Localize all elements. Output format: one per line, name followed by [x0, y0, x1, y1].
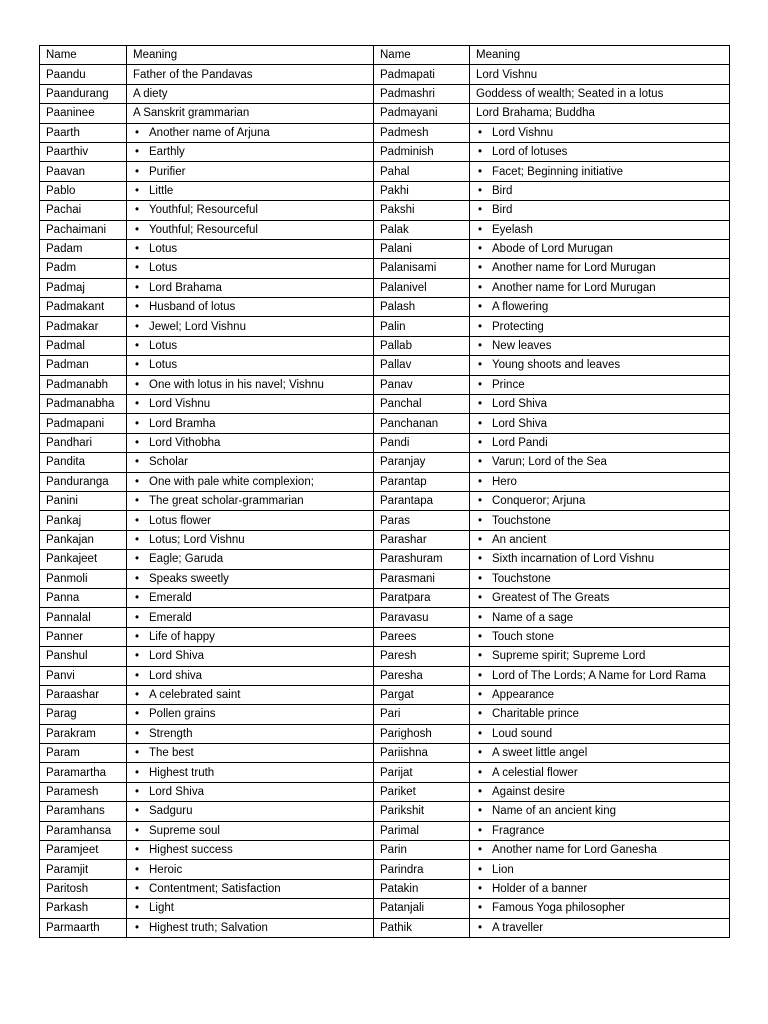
table-row: [40, 414, 730, 433]
right-meaning-cell: • Greatest of The Greats: [470, 588, 730, 607]
right-meaning-cell: • Protecting: [470, 317, 730, 336]
right-meaning-cell: • Lord Shiva: [470, 395, 730, 414]
table-row: [40, 530, 730, 549]
table-row: [40, 317, 730, 336]
left-name-cell: Pankaj: [40, 511, 127, 530]
table-row: [40, 278, 730, 297]
left-name-cell: Paarth: [40, 123, 127, 142]
right-meaning-cell: • Varun; Lord of the Sea: [470, 453, 730, 472]
left-meaning-cell: • Youthful; Resourceful: [127, 201, 374, 220]
left-name-cell: Panvi: [40, 666, 127, 685]
right-meaning-cell: • Lion: [470, 860, 730, 879]
table-row: [40, 899, 730, 918]
left-name-cell: Parkash: [40, 899, 127, 918]
left-meaning-cell: • Purifier: [127, 162, 374, 181]
left-name-cell: Paramhansa: [40, 821, 127, 840]
left-meaning-cell: • Jewel; Lord Vishnu: [127, 317, 374, 336]
left-name-cell: Padmanabh: [40, 375, 127, 394]
left-name-cell: Paraashar: [40, 685, 127, 704]
left-name-cell: Paaninee: [40, 104, 127, 123]
table-row: [40, 104, 730, 123]
left-name-cell: Padmakar: [40, 317, 127, 336]
left-meaning-cell: • Lotus; Lord Vishnu: [127, 530, 374, 549]
right-meaning-cell: • New leaves: [470, 336, 730, 355]
left-name-cell: Panner: [40, 627, 127, 646]
right-name-cell: Pari: [374, 705, 470, 724]
right-name-cell: Panav: [374, 375, 470, 394]
left-name-cell: Paramhans: [40, 802, 127, 821]
right-name-cell: Palani: [374, 239, 470, 258]
right-meaning-cell: • Supreme spirit; Supreme Lord: [470, 647, 730, 666]
table-row: [40, 569, 730, 588]
table-row: [40, 201, 730, 220]
left-meaning-cell: • Scholar: [127, 453, 374, 472]
table-row: [40, 395, 730, 414]
left-meaning-cell: A diety: [127, 84, 374, 103]
table-row: [40, 162, 730, 181]
table-row: [40, 608, 730, 627]
left-meaning-cell: • The best: [127, 744, 374, 763]
right-name-cell: Palanivel: [374, 278, 470, 297]
left-name-cell: Padam: [40, 239, 127, 258]
right-name-cell: Padmashri: [374, 84, 470, 103]
table-row: [40, 220, 730, 239]
left-name-cell: Paritosh: [40, 879, 127, 898]
left-meaning-cell: • Life of happy: [127, 627, 374, 646]
right-name-cell: Panchal: [374, 395, 470, 414]
table-row: [40, 375, 730, 394]
left-meaning-cell: • One with pale white complexion;: [127, 472, 374, 491]
right-meaning-cell: • Name of a sage: [470, 608, 730, 627]
right-name-cell: Paravasu: [374, 608, 470, 627]
table-row: [40, 705, 730, 724]
table-row: [40, 627, 730, 646]
table-row: [40, 511, 730, 530]
right-name-cell: Padmayani: [374, 104, 470, 123]
header-meaning-left: Meaning: [127, 46, 374, 65]
right-meaning-cell: • Lord of lotuses: [470, 142, 730, 161]
left-name-cell: Panna: [40, 588, 127, 607]
table-row: [40, 356, 730, 375]
right-meaning-cell: • Holder of a banner: [470, 879, 730, 898]
left-name-cell: Paramesh: [40, 782, 127, 801]
left-meaning-cell: • Youthful; Resourceful: [127, 220, 374, 239]
left-meaning-cell: • The great scholar-grammarian: [127, 491, 374, 510]
left-meaning-cell: • Sadguru: [127, 802, 374, 821]
names-table: [39, 45, 730, 938]
right-meaning-cell: • Another name for Lord Murugan: [470, 259, 730, 278]
table-row: [40, 142, 730, 161]
left-meaning-cell: • Pollen grains: [127, 705, 374, 724]
right-name-cell: Pallav: [374, 356, 470, 375]
left-name-cell: Padmal: [40, 336, 127, 355]
table-row: [40, 123, 730, 142]
left-meaning-cell: • Lotus: [127, 259, 374, 278]
right-meaning-cell: • Sixth incarnation of Lord Vishnu: [470, 550, 730, 569]
right-name-cell: Pariishna: [374, 744, 470, 763]
right-meaning-cell: • A sweet little angel: [470, 744, 730, 763]
right-meaning-cell: • An ancient: [470, 530, 730, 549]
right-name-cell: Paresh: [374, 647, 470, 666]
left-meaning-cell: A Sanskrit grammarian: [127, 104, 374, 123]
left-name-cell: Paramjeet: [40, 841, 127, 860]
left-meaning-cell: • Contentment; Satisfaction: [127, 879, 374, 898]
right-name-cell: Parashuram: [374, 550, 470, 569]
left-meaning-cell: • Strength: [127, 724, 374, 743]
header-meaning-right: Meaning: [470, 46, 730, 65]
table-row: [40, 763, 730, 782]
right-name-cell: Pandi: [374, 433, 470, 452]
left-meaning-cell: • Lord Vishnu: [127, 395, 374, 414]
table-row: [40, 84, 730, 103]
right-name-cell: Palak: [374, 220, 470, 239]
table-row: [40, 433, 730, 452]
right-meaning-cell: • Facet; Beginning initiative: [470, 162, 730, 181]
right-meaning-cell: • Lord of The Lords; A Name for Lord Rama: [470, 666, 730, 685]
right-meaning-cell: • A flowering: [470, 298, 730, 317]
left-name-cell: Paarthiv: [40, 142, 127, 161]
left-name-cell: Paramjit: [40, 860, 127, 879]
left-meaning-cell: • Lotus: [127, 336, 374, 355]
right-name-cell: Padmapati: [374, 65, 470, 84]
left-name-cell: Padmapani: [40, 414, 127, 433]
right-name-cell: Paras: [374, 511, 470, 530]
table-row: [40, 666, 730, 685]
right-meaning-cell: • Prince: [470, 375, 730, 394]
right-meaning-cell: • Bird: [470, 201, 730, 220]
left-name-cell: Param: [40, 744, 127, 763]
left-meaning-cell: • Husband of lotus: [127, 298, 374, 317]
right-meaning-cell: • Touchstone: [470, 569, 730, 588]
left-name-cell: Pachaimani: [40, 220, 127, 239]
right-meaning-cell: • Lord Pandi: [470, 433, 730, 452]
left-name-cell: Panshul: [40, 647, 127, 666]
right-meaning-cell: • Touchstone: [470, 511, 730, 530]
left-meaning-cell: • Lord shiva: [127, 666, 374, 685]
right-meaning-cell: • Against desire: [470, 782, 730, 801]
left-name-cell: Paandurang: [40, 84, 127, 103]
right-name-cell: Parighosh: [374, 724, 470, 743]
right-meaning-cell: Lord Brahama; Buddha: [470, 104, 730, 123]
left-meaning-cell: • A celebrated saint: [127, 685, 374, 704]
left-name-cell: Pandita: [40, 453, 127, 472]
left-meaning-cell: • Another name of Arjuna: [127, 123, 374, 142]
right-name-cell: Patanjali: [374, 899, 470, 918]
right-name-cell: Pallab: [374, 336, 470, 355]
right-name-cell: Palanisami: [374, 259, 470, 278]
left-name-cell: Pankajeet: [40, 550, 127, 569]
right-meaning-cell: • Charitable prince: [470, 705, 730, 724]
table-row: [40, 453, 730, 472]
right-meaning-cell: Lord Vishnu: [470, 65, 730, 84]
right-name-cell: Padminish: [374, 142, 470, 161]
right-meaning-cell: • Touch stone: [470, 627, 730, 646]
left-meaning-cell: • Highest truth; Salvation: [127, 918, 374, 937]
table-row: [40, 647, 730, 666]
left-name-cell: Pandhari: [40, 433, 127, 452]
right-meaning-cell: • Another name for Lord Murugan: [470, 278, 730, 297]
right-name-cell: Parees: [374, 627, 470, 646]
right-meaning-cell: • Name of an ancient king: [470, 802, 730, 821]
left-name-cell: Panini: [40, 491, 127, 510]
right-meaning-cell: • Lord Vishnu: [470, 123, 730, 142]
table-row: [40, 724, 730, 743]
right-name-cell: Pahal: [374, 162, 470, 181]
right-name-cell: Parantap: [374, 472, 470, 491]
left-meaning-cell: • Heroic: [127, 860, 374, 879]
left-meaning-cell: Father of the Pandavas: [127, 65, 374, 84]
table-row: [40, 181, 730, 200]
left-name-cell: Padm: [40, 259, 127, 278]
left-meaning-cell: • Supreme soul: [127, 821, 374, 840]
table-row: [40, 744, 730, 763]
left-meaning-cell: • Earthly: [127, 142, 374, 161]
right-name-cell: Paresha: [374, 666, 470, 685]
right-meaning-cell: • Hero: [470, 472, 730, 491]
right-name-cell: Parindra: [374, 860, 470, 879]
table-body: [40, 65, 730, 938]
table-row: [40, 65, 730, 84]
left-name-cell: Parakram: [40, 724, 127, 743]
right-name-cell: Panchanan: [374, 414, 470, 433]
table-row: [40, 821, 730, 840]
right-name-cell: Parasmani: [374, 569, 470, 588]
left-meaning-cell: • Light: [127, 899, 374, 918]
header-name-right: Name: [374, 46, 470, 65]
right-meaning-cell: • Another name for Lord Ganesha: [470, 841, 730, 860]
right-name-cell: Palin: [374, 317, 470, 336]
left-meaning-cell: • Emerald: [127, 608, 374, 627]
table-row: [40, 685, 730, 704]
table-row: [40, 802, 730, 821]
left-meaning-cell: • Highest truth: [127, 763, 374, 782]
left-name-cell: Panduranga: [40, 472, 127, 491]
right-meaning-cell: • Young shoots and leaves: [470, 356, 730, 375]
left-meaning-cell: • Lord Brahama: [127, 278, 374, 297]
table-row: [40, 298, 730, 317]
left-meaning-cell: • Lord Vithobha: [127, 433, 374, 452]
right-meaning-cell: • A traveller: [470, 918, 730, 937]
right-name-cell: Pargat: [374, 685, 470, 704]
left-name-cell: Padman: [40, 356, 127, 375]
table-row: [40, 918, 730, 937]
right-meaning-cell: • A celestial flower: [470, 763, 730, 782]
left-meaning-cell: • Lotus: [127, 239, 374, 258]
right-name-cell: Parin: [374, 841, 470, 860]
table-row: [40, 588, 730, 607]
left-meaning-cell: • One with lotus in his navel; Vishnu: [127, 375, 374, 394]
left-name-cell: Paramartha: [40, 763, 127, 782]
left-name-cell: Padmakant: [40, 298, 127, 317]
table-row: [40, 472, 730, 491]
right-name-cell: Pathik: [374, 918, 470, 937]
right-name-cell: Palash: [374, 298, 470, 317]
left-name-cell: Panmoli: [40, 569, 127, 588]
right-name-cell: Paratpara: [374, 588, 470, 607]
header-name-left: Name: [40, 46, 127, 65]
left-name-cell: Pankajan: [40, 530, 127, 549]
right-name-cell: Parimal: [374, 821, 470, 840]
left-name-cell: Pachai: [40, 201, 127, 220]
right-meaning-cell: • Famous Yoga philosopher: [470, 899, 730, 918]
left-name-cell: Pablo: [40, 181, 127, 200]
right-meaning-cell: • Conqueror; Arjuna: [470, 491, 730, 510]
right-meaning-cell: • Lord Shiva: [470, 414, 730, 433]
table-row: [40, 259, 730, 278]
right-name-cell: Parikshit: [374, 802, 470, 821]
right-name-cell: Parashar: [374, 530, 470, 549]
table-row: [40, 841, 730, 860]
table-row: [40, 239, 730, 258]
table-row: [40, 782, 730, 801]
right-name-cell: Parantapa: [374, 491, 470, 510]
left-name-cell: Padmanabha: [40, 395, 127, 414]
right-name-cell: Pariket: [374, 782, 470, 801]
right-name-cell: Patakin: [374, 879, 470, 898]
left-name-cell: Paandu: [40, 65, 127, 84]
right-name-cell: Pakhi: [374, 181, 470, 200]
left-name-cell: Pannalal: [40, 608, 127, 627]
header-row: [40, 46, 730, 65]
left-meaning-cell: • Lord Bramha: [127, 414, 374, 433]
right-meaning-cell: • Abode of Lord Murugan: [470, 239, 730, 258]
right-meaning-cell: • Eyelash: [470, 220, 730, 239]
right-meaning-cell: • Fragrance: [470, 821, 730, 840]
left-meaning-cell: • Lord Shiva: [127, 647, 374, 666]
left-name-cell: Padmaj: [40, 278, 127, 297]
left-meaning-cell: • Emerald: [127, 588, 374, 607]
left-meaning-cell: • Eagle; Garuda: [127, 550, 374, 569]
right-meaning-cell: • Appearance: [470, 685, 730, 704]
table-row: [40, 550, 730, 569]
left-meaning-cell: • Highest success: [127, 841, 374, 860]
right-name-cell: Pakshi: [374, 201, 470, 220]
right-meaning-cell: • Bird: [470, 181, 730, 200]
left-meaning-cell: • Lotus flower: [127, 511, 374, 530]
table-row: [40, 336, 730, 355]
left-name-cell: Parag: [40, 705, 127, 724]
right-meaning-cell: • Loud sound: [470, 724, 730, 743]
left-meaning-cell: • Lord Shiva: [127, 782, 374, 801]
table-row: [40, 879, 730, 898]
table-row: [40, 860, 730, 879]
right-name-cell: Paranjay: [374, 453, 470, 472]
left-meaning-cell: • Lotus: [127, 356, 374, 375]
left-meaning-cell: • Speaks sweetly: [127, 569, 374, 588]
table-row: [40, 491, 730, 510]
left-name-cell: Paavan: [40, 162, 127, 181]
right-name-cell: Parijat: [374, 763, 470, 782]
left-meaning-cell: • Little: [127, 181, 374, 200]
right-meaning-cell: Goddess of wealth; Seated in a lotus: [470, 84, 730, 103]
left-name-cell: Parmaarth: [40, 918, 127, 937]
right-name-cell: Padmesh: [374, 123, 470, 142]
